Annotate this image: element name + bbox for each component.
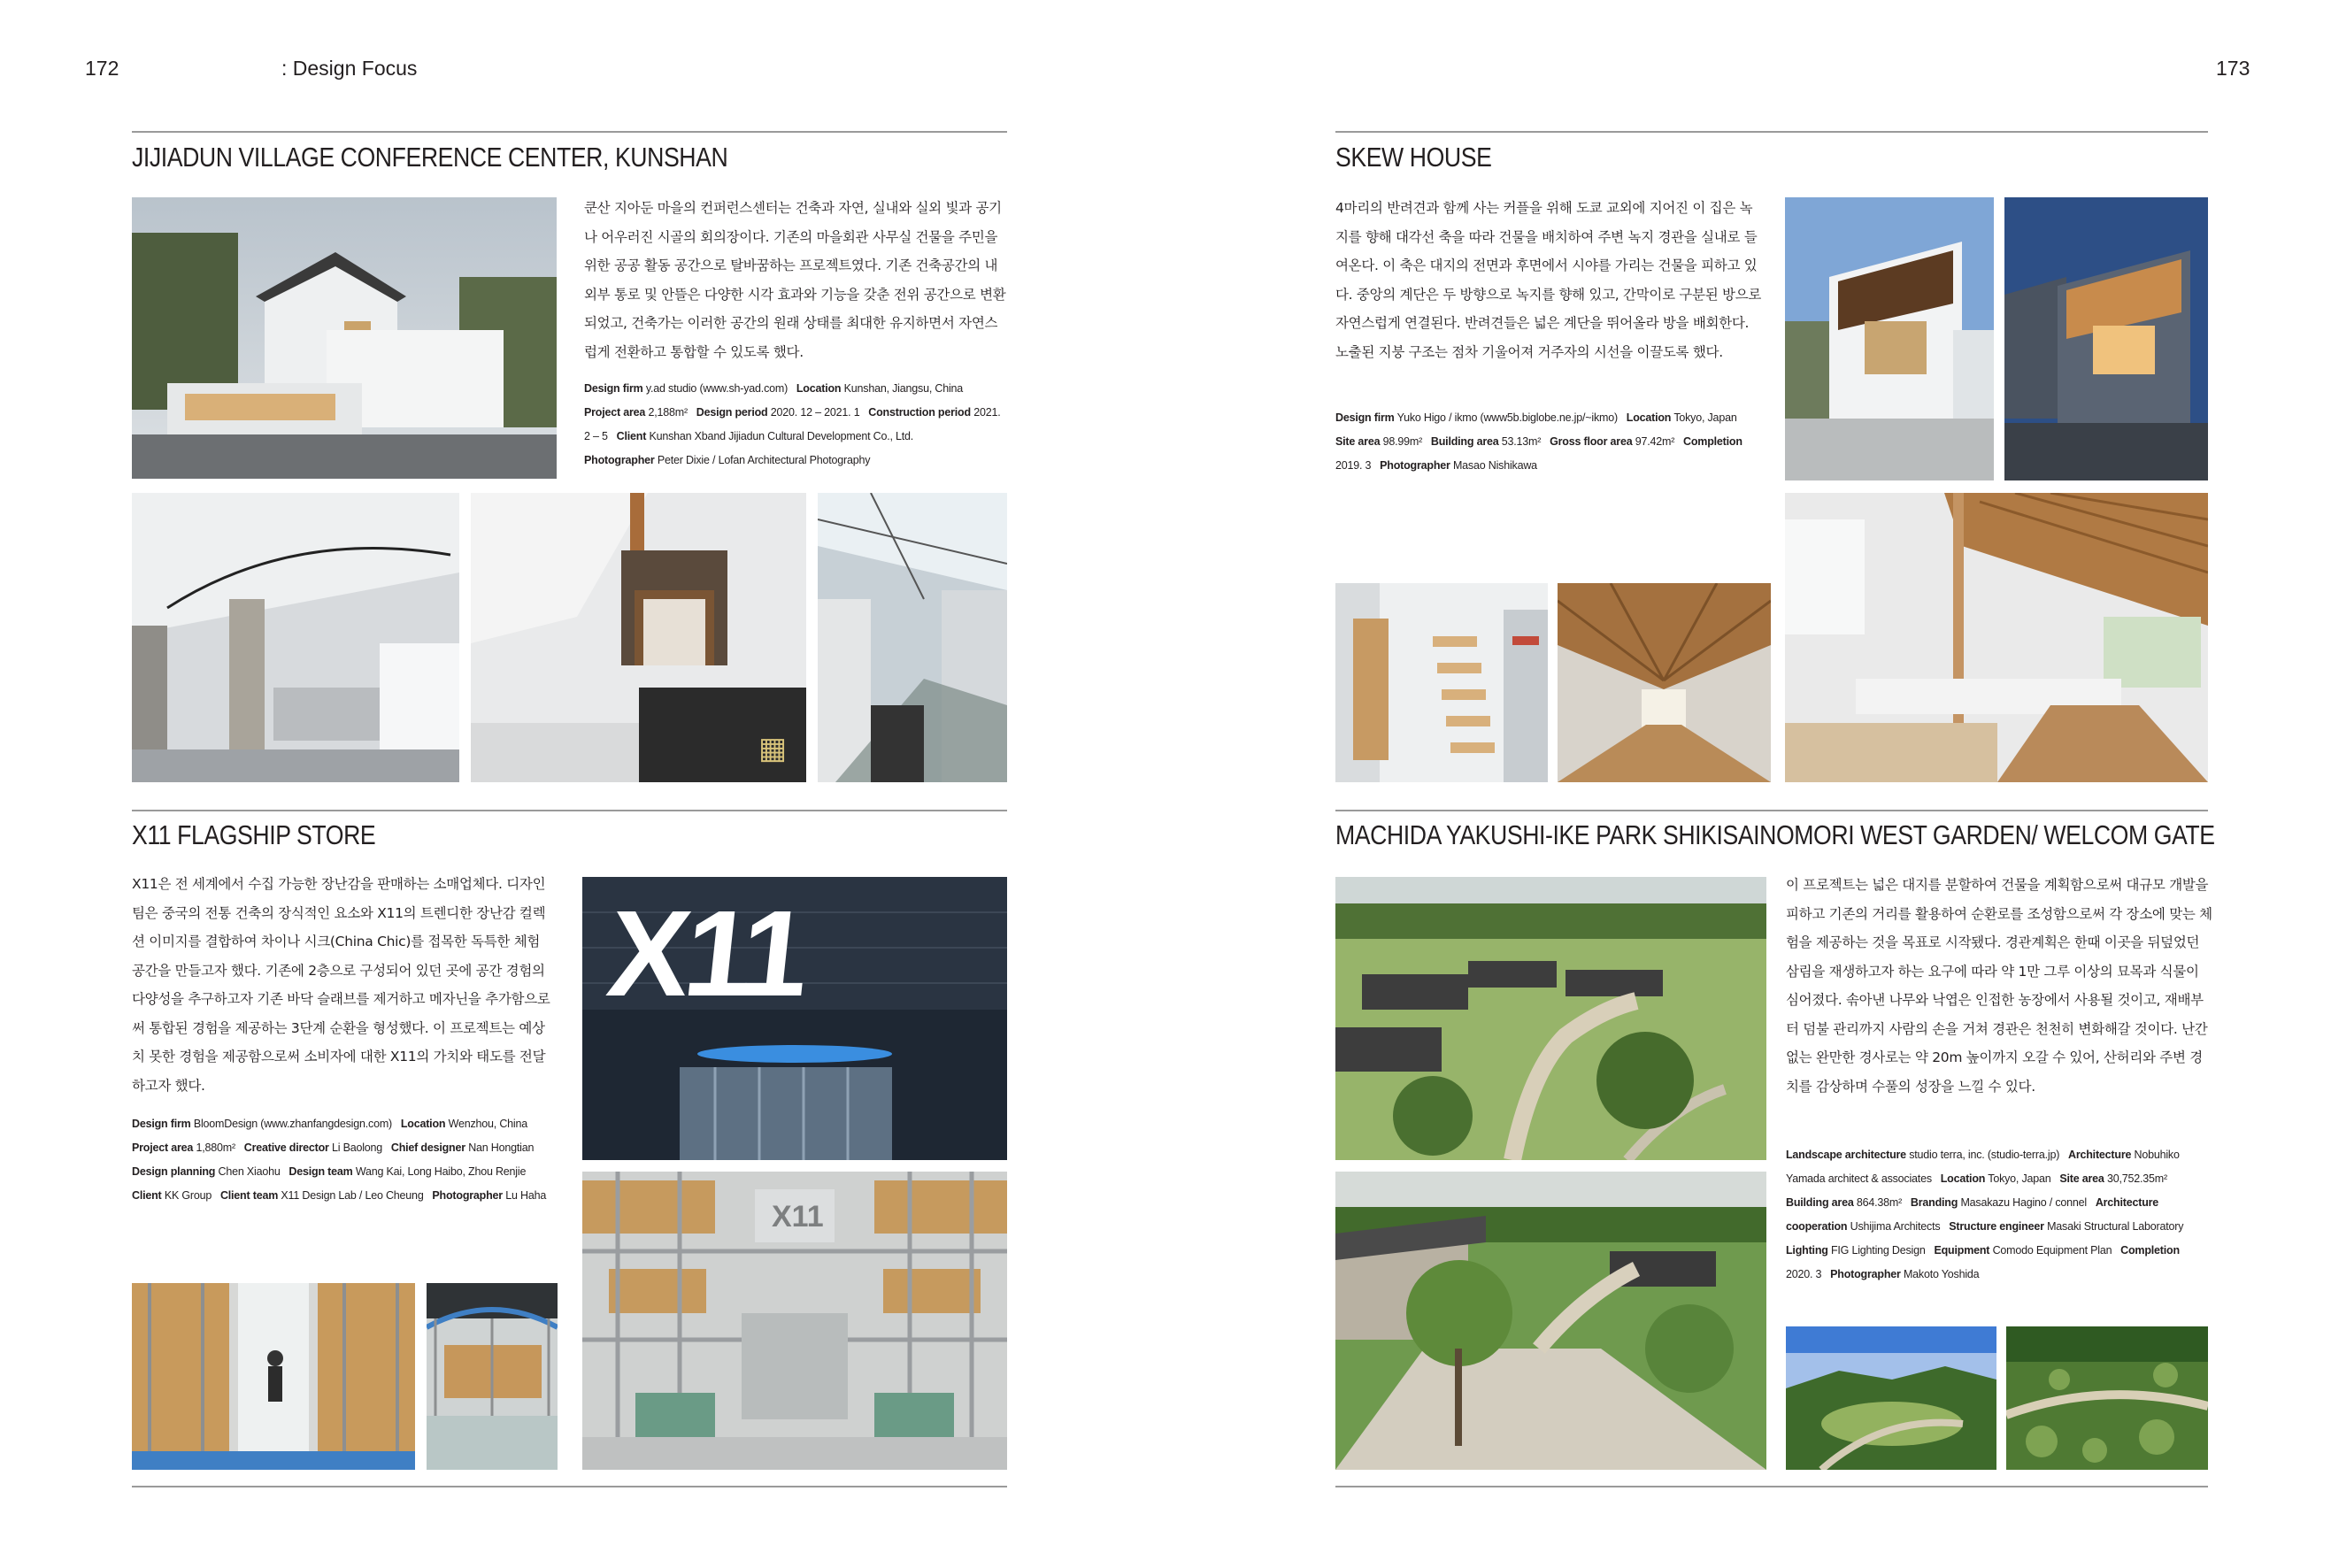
- jijiadun-reception-photo: [471, 493, 806, 782]
- machida-aerial-photo: [1335, 877, 1766, 1160]
- machida-title: MACHIDA YAKUSHI-IKE PARK SHIKISAINOMORI WEST GARDEN/ WELCOM GATE: [1335, 819, 2215, 850]
- x11-corridor-photo: [132, 1283, 415, 1470]
- x11-credits: [132, 1112, 555, 1208]
- credit-value: 2020. 3: [1786, 1268, 1822, 1280]
- skew-living-photo: [1558, 583, 1771, 782]
- rule-top-left: [132, 131, 1007, 133]
- credit-value: Tokyo, Japan: [1673, 411, 1737, 424]
- rule-mid-left: [132, 810, 1007, 811]
- x11-mezzanine-photo: [427, 1283, 558, 1470]
- credit-value: Kunshan, Jiangsu, China: [843, 382, 964, 395]
- skew-stair-photo: [1335, 583, 1548, 782]
- credit-key: Photographer: [1380, 459, 1450, 472]
- left-page-number: 172: [85, 57, 119, 80]
- credit-key: Design firm: [1335, 411, 1395, 424]
- credit-value: FIG Lighting Design: [1830, 1244, 1926, 1257]
- credit-key: Location: [1626, 411, 1672, 424]
- credit-value: 30,752.35m²: [2106, 1172, 2167, 1185]
- machida-body: 이 프로젝트는 넓은 대지를 분할하여 건물을 계획함으로써 대규모 개발을 피하고 기존의 거리를 활용하여 순환로를 조성함으로써 각 장소에 맞는 체험을 제공하는 것을 목표로 시작됐다. 경관계획은 한때 이곳을 뒤덮었던 삼림을 재생하고자 하는 요구에 따라 약 1만 그루 이상의 묘목과 식물이 심어졌다. 솎아낸 나무와 낙엽은 인접한 농장에서 사용될 것이고, 재배부터 덤불 관리까지 사람의 손을 거쳐 경관은 천천히 변화해갈 것이다. 난간 없는 완만한 경사로는 약 20m 높이까지 오갈 수 있어, 산허리와 주변 경치를 감상하며 수풀의 성장을 느낄 수 있다.: [1786, 877, 2212, 1095]
- credit-key: Location: [400, 1118, 446, 1130]
- credit-value: Peter Dixie / Lofan Architectural Photography: [657, 454, 871, 466]
- credit-value: Ushijima Architects: [1850, 1220, 1941, 1233]
- credit-value: Wang Kai, Long Haibo, Zhou Renjie: [355, 1165, 527, 1178]
- credit-value: 2019. 3: [1335, 459, 1372, 472]
- credit-value: studio terra, inc. (studio-terra.jp): [1909, 1149, 2060, 1161]
- jijiadun-body: 쿤산 지아둔 마을의 컨퍼런스센터는 건축과 자연, 실내와 실외 빛과 공기나 어우러진 시골의 회의장이다. 기존의 마을회관 사무실 건물을 주민을 위한 공공 활동 공간으로 탈바꿈하는 프로젝트였다. 기존 건축공간의 내외부 통로 및 안뜰은 다양한 시각 효과와 기능을 갖춘 전위 공간으로 변환되었고, 건축가는 이러한 공간의 원래 상태를 최대한 유지하면서 자연스럽게 전환하고 통합할 수 있도록 했다.: [584, 200, 1006, 360]
- credit-value: KK Group: [164, 1189, 212, 1202]
- skew-body: 4마리의 반려견과 함께 사는 커플을 위해 도쿄 교외에 지어진 이 집은 녹지를 향해 대각선 축을 따라 건물을 배치하여 주변 녹지 경관을 실내로 들여온다. 이 축은 대지의 전면과 후면에서 시야를 가리는 건물을 피하고 있다. 중앙의 계단은 두 방향으로 녹지를 향해 있고, 간막이로 구분된 방으로 자연스럽게 연결된다. 반려견들은 넓은 계단을 뛰어올라 방을 배회한다. 노출된 지붕 구조는 점차 기울어져 거주자의 시선을 이끌도록 했다.: [1335, 200, 1762, 360]
- credit-value: 2,188m²: [648, 406, 688, 419]
- credit-value: 2021. 2 – 5: [584, 406, 1001, 442]
- x11-interior-photo: [582, 1172, 1007, 1470]
- credit-value: Li Baolong: [331, 1141, 383, 1154]
- credit-value: Masao Nishikawa: [1452, 459, 1537, 472]
- rule-top-right: [1335, 131, 2208, 133]
- credit-key: Branding: [1910, 1196, 1958, 1209]
- credit-key: Location: [1940, 1172, 1986, 1185]
- credit-key: Design planning: [132, 1165, 216, 1178]
- credit-value: 97.42m²: [1635, 435, 1675, 448]
- credit-value: Yuko Higo / ikmo (www5b.biglobe.ne.jp/~ikmo): [1396, 411, 1618, 424]
- rule-bottom-right: [1335, 1486, 2208, 1487]
- credit-key: Architecture: [2068, 1149, 2132, 1161]
- credit-key: Photographer: [432, 1189, 503, 1202]
- right-page-number: 173: [2216, 57, 2250, 80]
- svg-text:▦: ▦: [758, 731, 788, 766]
- skew-title: SKEW HOUSE: [1335, 142, 1492, 173]
- credit-key: Design firm: [584, 382, 643, 395]
- credit-value: 98.99m²: [1382, 435, 1423, 448]
- credit-key: Architecture cooperation: [1786, 1196, 2159, 1233]
- credit-value: 2020. 12 – 2021. 1: [770, 406, 860, 419]
- x11-body: X11은 전 세계에서 수집 가능한 장난감을 판매하는 소매업체다. 디자인팀은 중국의 전통 건축의 장식적인 요소와 X11의 트렌디한 장난감 컬렉션 이미지를 결합하여 차이나 시크(China Chic)를 접목한 독특한 체험 공간을 만들고자 했다. 기존에 2층으로 구성되어 있던 곳에 공간 경험의 다양성을 추구하고자 기존 바닥 슬래브를 제거하고 메자닌을 추가함으로써 통합된 경험을 제공하는 3단계 순환을 형성했다. 이 프로젝트는 예상치 못한 경험을 제공함으로써 소비자에 대한 X11의 가치와 태도를 전달하고자 했다.: [132, 876, 550, 1094]
- credit-key: Structure engineer: [1949, 1220, 2044, 1233]
- skew-exterior-day-photo: [1785, 197, 1994, 480]
- credit-key: Chief designer: [390, 1141, 465, 1154]
- credit-value: Wenzhou, China: [448, 1118, 527, 1130]
- credit-value: 864.38m²: [1856, 1196, 1903, 1209]
- credit-key: Completion: [1683, 435, 1742, 448]
- credit-key: Site area: [2059, 1172, 2104, 1185]
- credit-value: Masakazu Hagino / connel: [1960, 1196, 2087, 1209]
- credit-value: 53.13m²: [1501, 435, 1542, 448]
- credit-key: Creative director: [243, 1141, 329, 1154]
- credit-key: Project area: [584, 406, 646, 419]
- credit-value: X11 Design Lab / Leo Cheung: [281, 1189, 424, 1202]
- machida-garden-photo: [2006, 1326, 2208, 1470]
- credit-value: Chen Xiaohu: [218, 1165, 281, 1178]
- x11-interior-sign: X11: [772, 1200, 824, 1234]
- credit-key: Design period: [696, 406, 768, 419]
- x11-title: X11 FLAGSHIP STORE: [132, 819, 376, 850]
- credit-key: Building area: [1786, 1196, 1854, 1209]
- rule-bottom-left: [132, 1486, 1007, 1487]
- credit-value: Kunshan Xband Jijiadun Cultural Development Co., Ltd.: [649, 430, 914, 442]
- credit-key: Completion: [2120, 1244, 2180, 1257]
- rule-mid-right: [1335, 810, 2208, 811]
- credit-value: y.ad studio (www.sh-yad.com): [645, 382, 789, 395]
- machida-credits: [1786, 1143, 2212, 1287]
- credit-key: Design team: [288, 1165, 353, 1178]
- skew-interior-roof-photo: [1785, 493, 2208, 782]
- machida-hill-photo: [1786, 1326, 1996, 1470]
- skew-credits: [1335, 406, 1762, 478]
- credit-key: Client team: [219, 1189, 279, 1202]
- credit-value: Nobuhiko Yamada architect & associates: [1786, 1149, 2180, 1185]
- credit-key: Landscape architecture: [1786, 1149, 1906, 1161]
- credit-key: Design firm: [132, 1118, 191, 1130]
- credit-key: Construction period: [868, 406, 971, 419]
- credit-key: Project area: [132, 1141, 194, 1154]
- jijiadun-exterior-photo: [132, 197, 557, 479]
- jijiadun-title: JIJIADUN VILLAGE CONFERENCE CENTER, KUNSHAN: [132, 142, 728, 173]
- section-label: : Design Focus: [281, 57, 418, 80]
- credit-value: Masaki Structural Laboratory: [2047, 1220, 2184, 1233]
- credit-key: Lighting: [1786, 1244, 1828, 1257]
- credit-key: Gross floor area: [1550, 435, 1633, 448]
- credit-key: Site area: [1335, 435, 1381, 448]
- machida-plaza-photo: [1335, 1172, 1766, 1470]
- credit-key: Building area: [1430, 435, 1499, 448]
- x11-facade-sign: X11: [601, 886, 812, 1022]
- jijiadun-atrium-photo: [818, 493, 1007, 782]
- x11-facade-photo: [582, 877, 1007, 1160]
- jijiadun-credits: [584, 377, 1007, 473]
- credit-value: Comodo Equipment Plan: [1992, 1244, 2112, 1257]
- credit-value: Nan Hongtian: [468, 1141, 535, 1154]
- credit-key: Client: [616, 430, 647, 442]
- credit-key: Equipment: [1934, 1244, 1990, 1257]
- credit-value: BloomDesign (www.zhanfangdesign.com): [193, 1118, 393, 1130]
- credit-value: Tokyo, Japan: [1988, 1172, 2051, 1185]
- credit-key: Client: [132, 1189, 162, 1202]
- jijiadun-hall-photo: [132, 493, 459, 782]
- credit-value: Makoto Yoshida: [1903, 1268, 1980, 1280]
- credit-key: Photographer: [1830, 1268, 1901, 1280]
- credit-value: Lu Haha: [505, 1189, 547, 1202]
- credit-key: Photographer: [584, 454, 655, 466]
- credit-key: Location: [796, 382, 842, 395]
- skew-exterior-night-photo: [2004, 197, 2208, 480]
- credit-value: 1,880m²: [196, 1141, 235, 1154]
